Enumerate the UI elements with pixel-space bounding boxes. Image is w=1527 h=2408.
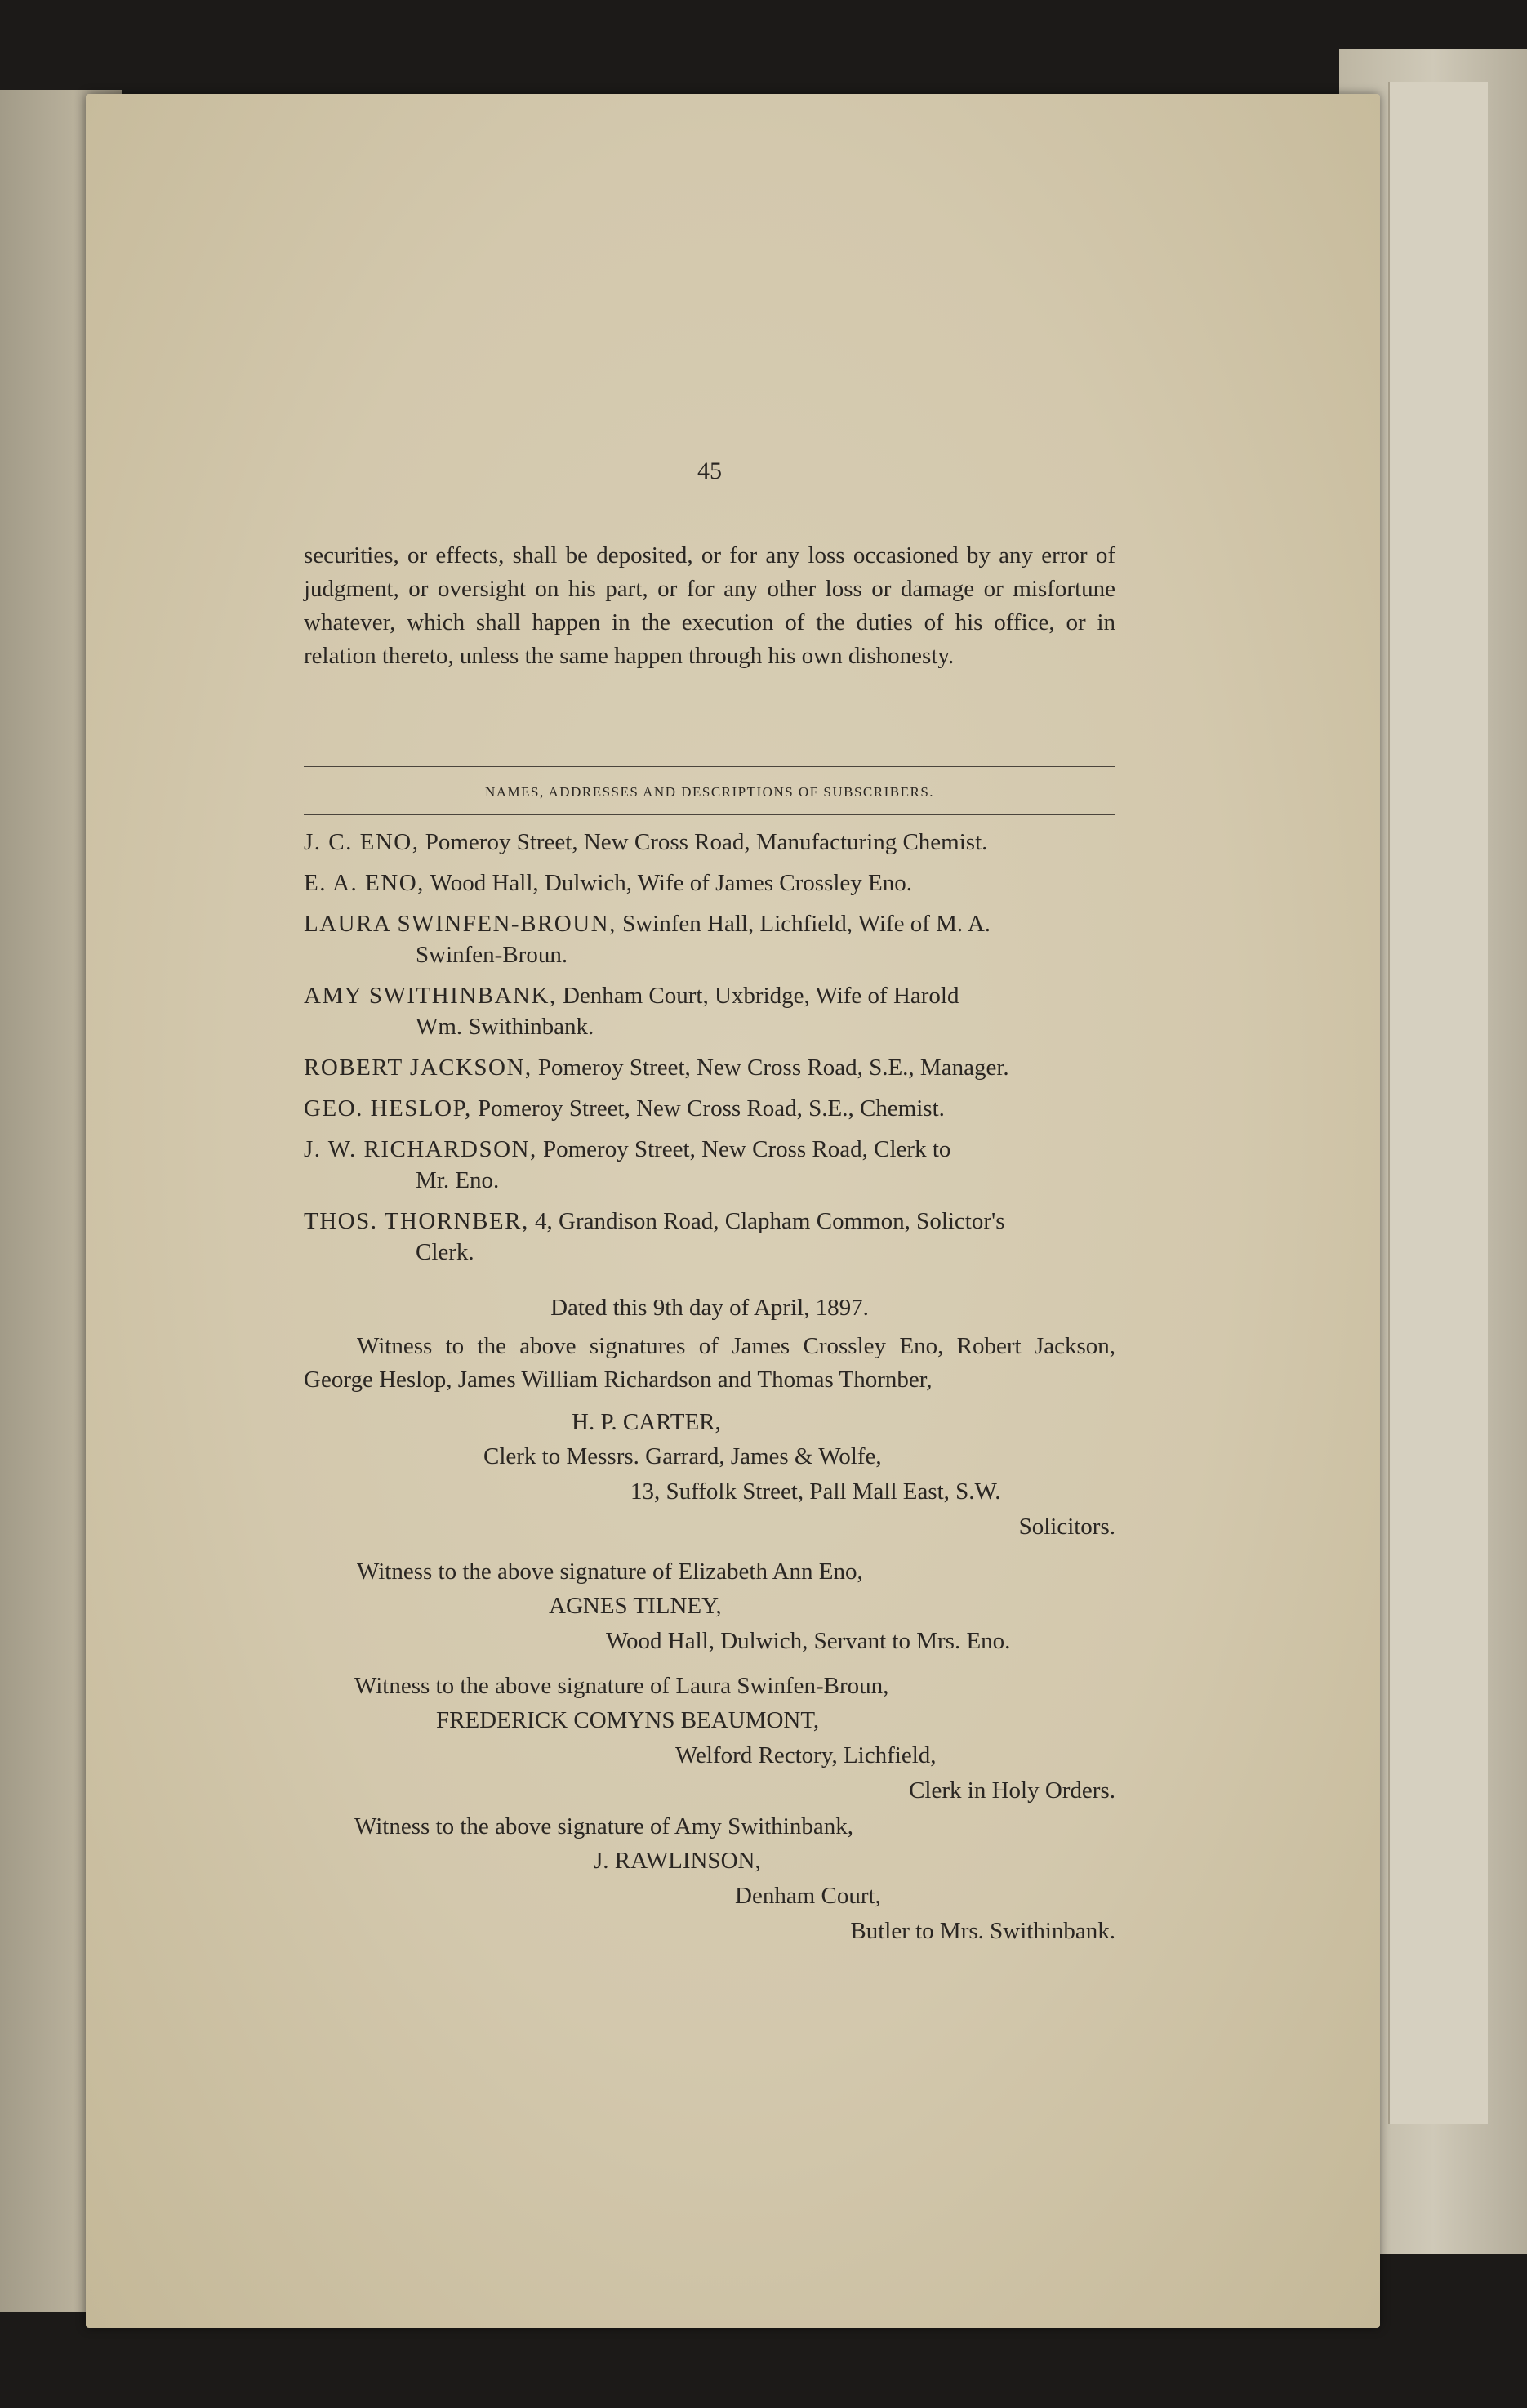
subscriber-entry bbox=[304, 827, 1115, 858]
subscriber-details-cont: Wm. Swithinbank. bbox=[416, 1014, 594, 1040]
subscriber-name: GEO. HESLOP, bbox=[304, 1095, 472, 1122]
subscriber-details: Pomeroy Street, New Cross Road, S.E., Chemist. bbox=[471, 1095, 945, 1122]
subscribers-heading: NAMES, ADDRESSES AND DESCRIPTIONS OF SUBSCRIBERS. bbox=[484, 784, 935, 800]
subscriber-name: LAURA SWINFEN-BROUN, bbox=[304, 911, 617, 937]
subscriber-entry bbox=[304, 980, 1115, 1042]
witness-details: Welford Rectory, Lichfield, bbox=[675, 1742, 937, 1768]
witness-name: FREDERICK COMYNS BEAUMONT, bbox=[436, 1707, 820, 1733]
witness-statement: Witness to the above signature of Elizabeth Ann Eno, bbox=[357, 1559, 863, 1585]
subscriber-details: Swinfen Hall, Lichfield, Wife of M. A. bbox=[616, 911, 991, 937]
witness-details: Denham Court, bbox=[735, 1883, 881, 1909]
page-number: 45 bbox=[697, 457, 722, 484]
subscriber-name: J. W. RICHARDSON, bbox=[304, 1136, 537, 1162]
subscriber-name: ROBERT JACKSON, bbox=[304, 1055, 532, 1081]
witness-details: Clerk in Holy Orders. bbox=[909, 1777, 1115, 1804]
subscriber-entry bbox=[304, 1052, 1115, 1083]
subscriber-name: E. A. ENO, bbox=[304, 870, 425, 896]
subscriber-entry bbox=[304, 1206, 1115, 1268]
witness-details: Clerk to Messrs. Garrard, James & Wolfe, bbox=[483, 1443, 882, 1469]
subscriber-details: Denham Court, Uxbridge, Wife of Harold bbox=[556, 983, 959, 1009]
divider-heading bbox=[304, 814, 1115, 815]
witness-statement: Witness to the above signature of Laura Swinfen-Broun, bbox=[354, 1673, 889, 1699]
subscriber-entry bbox=[304, 1134, 1115, 1196]
witness-name: J. RAWLINSON, bbox=[594, 1848, 761, 1874]
subscriber-name: J. C. ENO, bbox=[304, 829, 420, 855]
witness-name: H. P. CARTER, bbox=[572, 1409, 721, 1435]
witness-statement: Witness to the above signature of Amy Swithinbank, bbox=[354, 1813, 853, 1839]
subscriber-details: 4, Grandison Road, Clapham Common, Solictor's bbox=[528, 1208, 1005, 1234]
date-line: Dated this 9th day of April, 1897. bbox=[550, 1295, 869, 1321]
underlying-sheet bbox=[1388, 82, 1488, 2124]
witness-details: 13, Suffolk Street, Pall Mall East, S.W. bbox=[630, 1478, 1001, 1505]
subscriber-details: Pomeroy Street, New Cross Road, Clerk to bbox=[536, 1136, 951, 1162]
subscriber-name: AMY SWITHINBANK, bbox=[304, 983, 557, 1009]
subscriber-name: THOS. THORNBER, bbox=[304, 1208, 529, 1234]
subscriber-entry bbox=[304, 867, 1115, 899]
subscriber-details-cont: Mr. Eno. bbox=[416, 1167, 500, 1193]
subscriber-entry bbox=[304, 908, 1115, 970]
subscriber-entry bbox=[304, 1093, 1115, 1124]
divider-top bbox=[304, 766, 1115, 767]
subscriber-details-cont: Swinfen-Broun. bbox=[416, 942, 568, 968]
subscriber-details-cont: Clerk. bbox=[416, 1239, 474, 1265]
witness-details: Butler to Mrs. Swithinbank. bbox=[850, 1918, 1115, 1944]
subscriber-details: Pomeroy Street, New Cross Road, S.E., Manager. bbox=[532, 1055, 1009, 1081]
witness-statement: Witness to the above signatures of James Crossley Eno, Robert Jackson, George Heslop, James William Richardson and Thomas Thornber, bbox=[304, 1333, 1115, 1393]
witness-details: Solicitors. bbox=[1018, 1514, 1115, 1540]
body-paragraph: securities, or effects, shall be deposited, or for any loss occasioned by any error of judgment, or oversight on his part, or for any other loss or damage or misfortune whatever, which shall happen in the execution of the duties of his office, or in relation thereto, unless the same happen through his own dishonesty. bbox=[304, 542, 1115, 669]
subscriber-details: Wood Hall, Dulwich, Wife of James Crossley Eno. bbox=[424, 870, 913, 896]
witness-name: AGNES TILNEY, bbox=[549, 1593, 722, 1619]
witness-details: Wood Hall, Dulwich, Servant to Mrs. Eno. bbox=[606, 1628, 1011, 1654]
subscriber-details: Pomeroy Street, New Cross Road, Manufacturing Chemist. bbox=[419, 829, 988, 855]
